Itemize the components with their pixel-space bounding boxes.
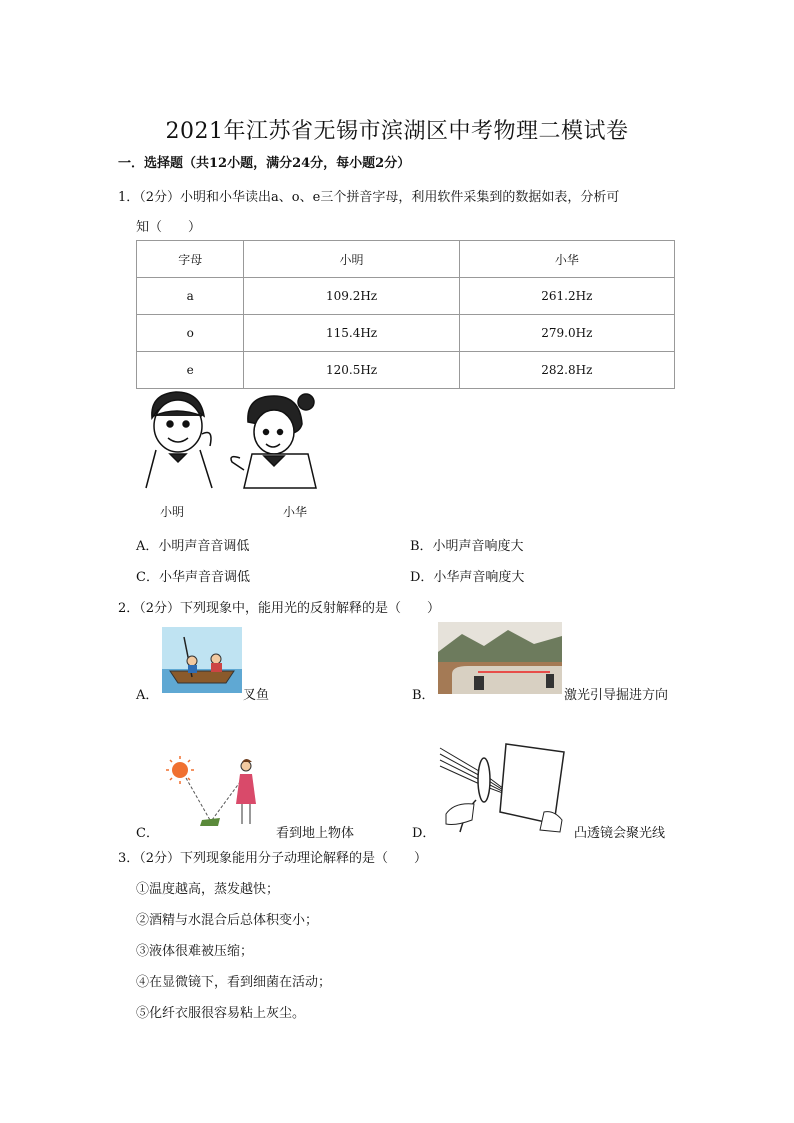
q2-option-c-label[interactable]: C． (136, 826, 159, 841)
table-row (137, 315, 675, 352)
table-cell: e (137, 352, 244, 389)
table-cell: a (137, 278, 244, 315)
table-row (137, 352, 675, 389)
table-cell: o (137, 315, 244, 352)
boy-figure (146, 392, 212, 488)
q2-option-b-text[interactable]: 激光引导掘进方向 (564, 688, 669, 703)
table-header: 小明 (244, 241, 459, 278)
section-heading: 一．选择题（共12小题，满分24分，每小题2分） (118, 156, 411, 171)
q2-option-c-text[interactable]: 看到地上物体 (276, 826, 355, 841)
q2-stem: 2．（2分）下列现象中，能用光的反射解释的是（ ） (118, 601, 441, 616)
table-header: 字母 (137, 241, 244, 278)
q2-option-a-label[interactable]: A． (136, 688, 159, 703)
table-row (137, 278, 675, 315)
q1-stem-line1: 1．（2分）小明和小华读出a、o、e三个拼音字母，利用软件采集到的数据如表，分析可 (118, 190, 620, 205)
q1-frequency-table (136, 240, 675, 389)
q1-children-illustration (140, 388, 330, 493)
table-header-row (137, 241, 675, 278)
tunnel-laser-image (438, 622, 562, 694)
table-cell: 261.2Hz (459, 278, 674, 315)
q2-option-d-text[interactable]: 凸透镜会聚光线 (574, 826, 666, 841)
q3-item-5: ⑤化纤衣服很容易粘上灰尘。 (136, 1006, 306, 1021)
q3-item-2: ②酒精与水混合后总体积变小； (136, 913, 319, 928)
caption-xiaohua: 小华 (283, 505, 308, 519)
convex-lens-image (436, 740, 572, 834)
table-cell: 115.4Hz (244, 315, 459, 352)
caption-xiaoming: 小明 (160, 505, 185, 519)
q1-option-b[interactable]: B．小明声音响度大 (410, 539, 524, 554)
q3-item-3: ③液体很难被压缩； (136, 944, 254, 959)
table-header: 小华 (459, 241, 674, 278)
table-cell: 279.0Hz (459, 315, 674, 352)
q1-option-a[interactable]: A．小明声音音调低 (136, 539, 250, 554)
fishing-boat-image (162, 627, 242, 693)
table-cell: 282.8Hz (459, 352, 674, 389)
q3-stem: 3．（2分）下列现象能用分子动理论解释的是（ ） (118, 851, 428, 866)
table-cell: 120.5Hz (244, 352, 459, 389)
q1-option-c[interactable]: C．小华声音音调低 (136, 570, 250, 585)
q2-option-b-label[interactable]: B． (412, 688, 435, 703)
q2-option-d-label[interactable]: D． (412, 826, 436, 841)
table-cell: 109.2Hz (244, 278, 459, 315)
sun-icon (166, 756, 194, 784)
q2-option-a-text[interactable]: 叉鱼 (243, 688, 270, 703)
q1-stem-line2: 知（ ） (136, 220, 202, 235)
q1-option-d[interactable]: D．小华声音响度大 (410, 570, 525, 585)
exam-title: 2021年江苏省无锡市滨湖区中考物理二模试卷 (165, 119, 629, 144)
q3-item-1: ①温度越高，蒸发越快； (136, 882, 280, 897)
q3-item-4: ④在显微镜下，看到细菌在活动； (136, 975, 332, 990)
girl-figure (231, 394, 316, 488)
sun-reflection-image (162, 754, 274, 832)
